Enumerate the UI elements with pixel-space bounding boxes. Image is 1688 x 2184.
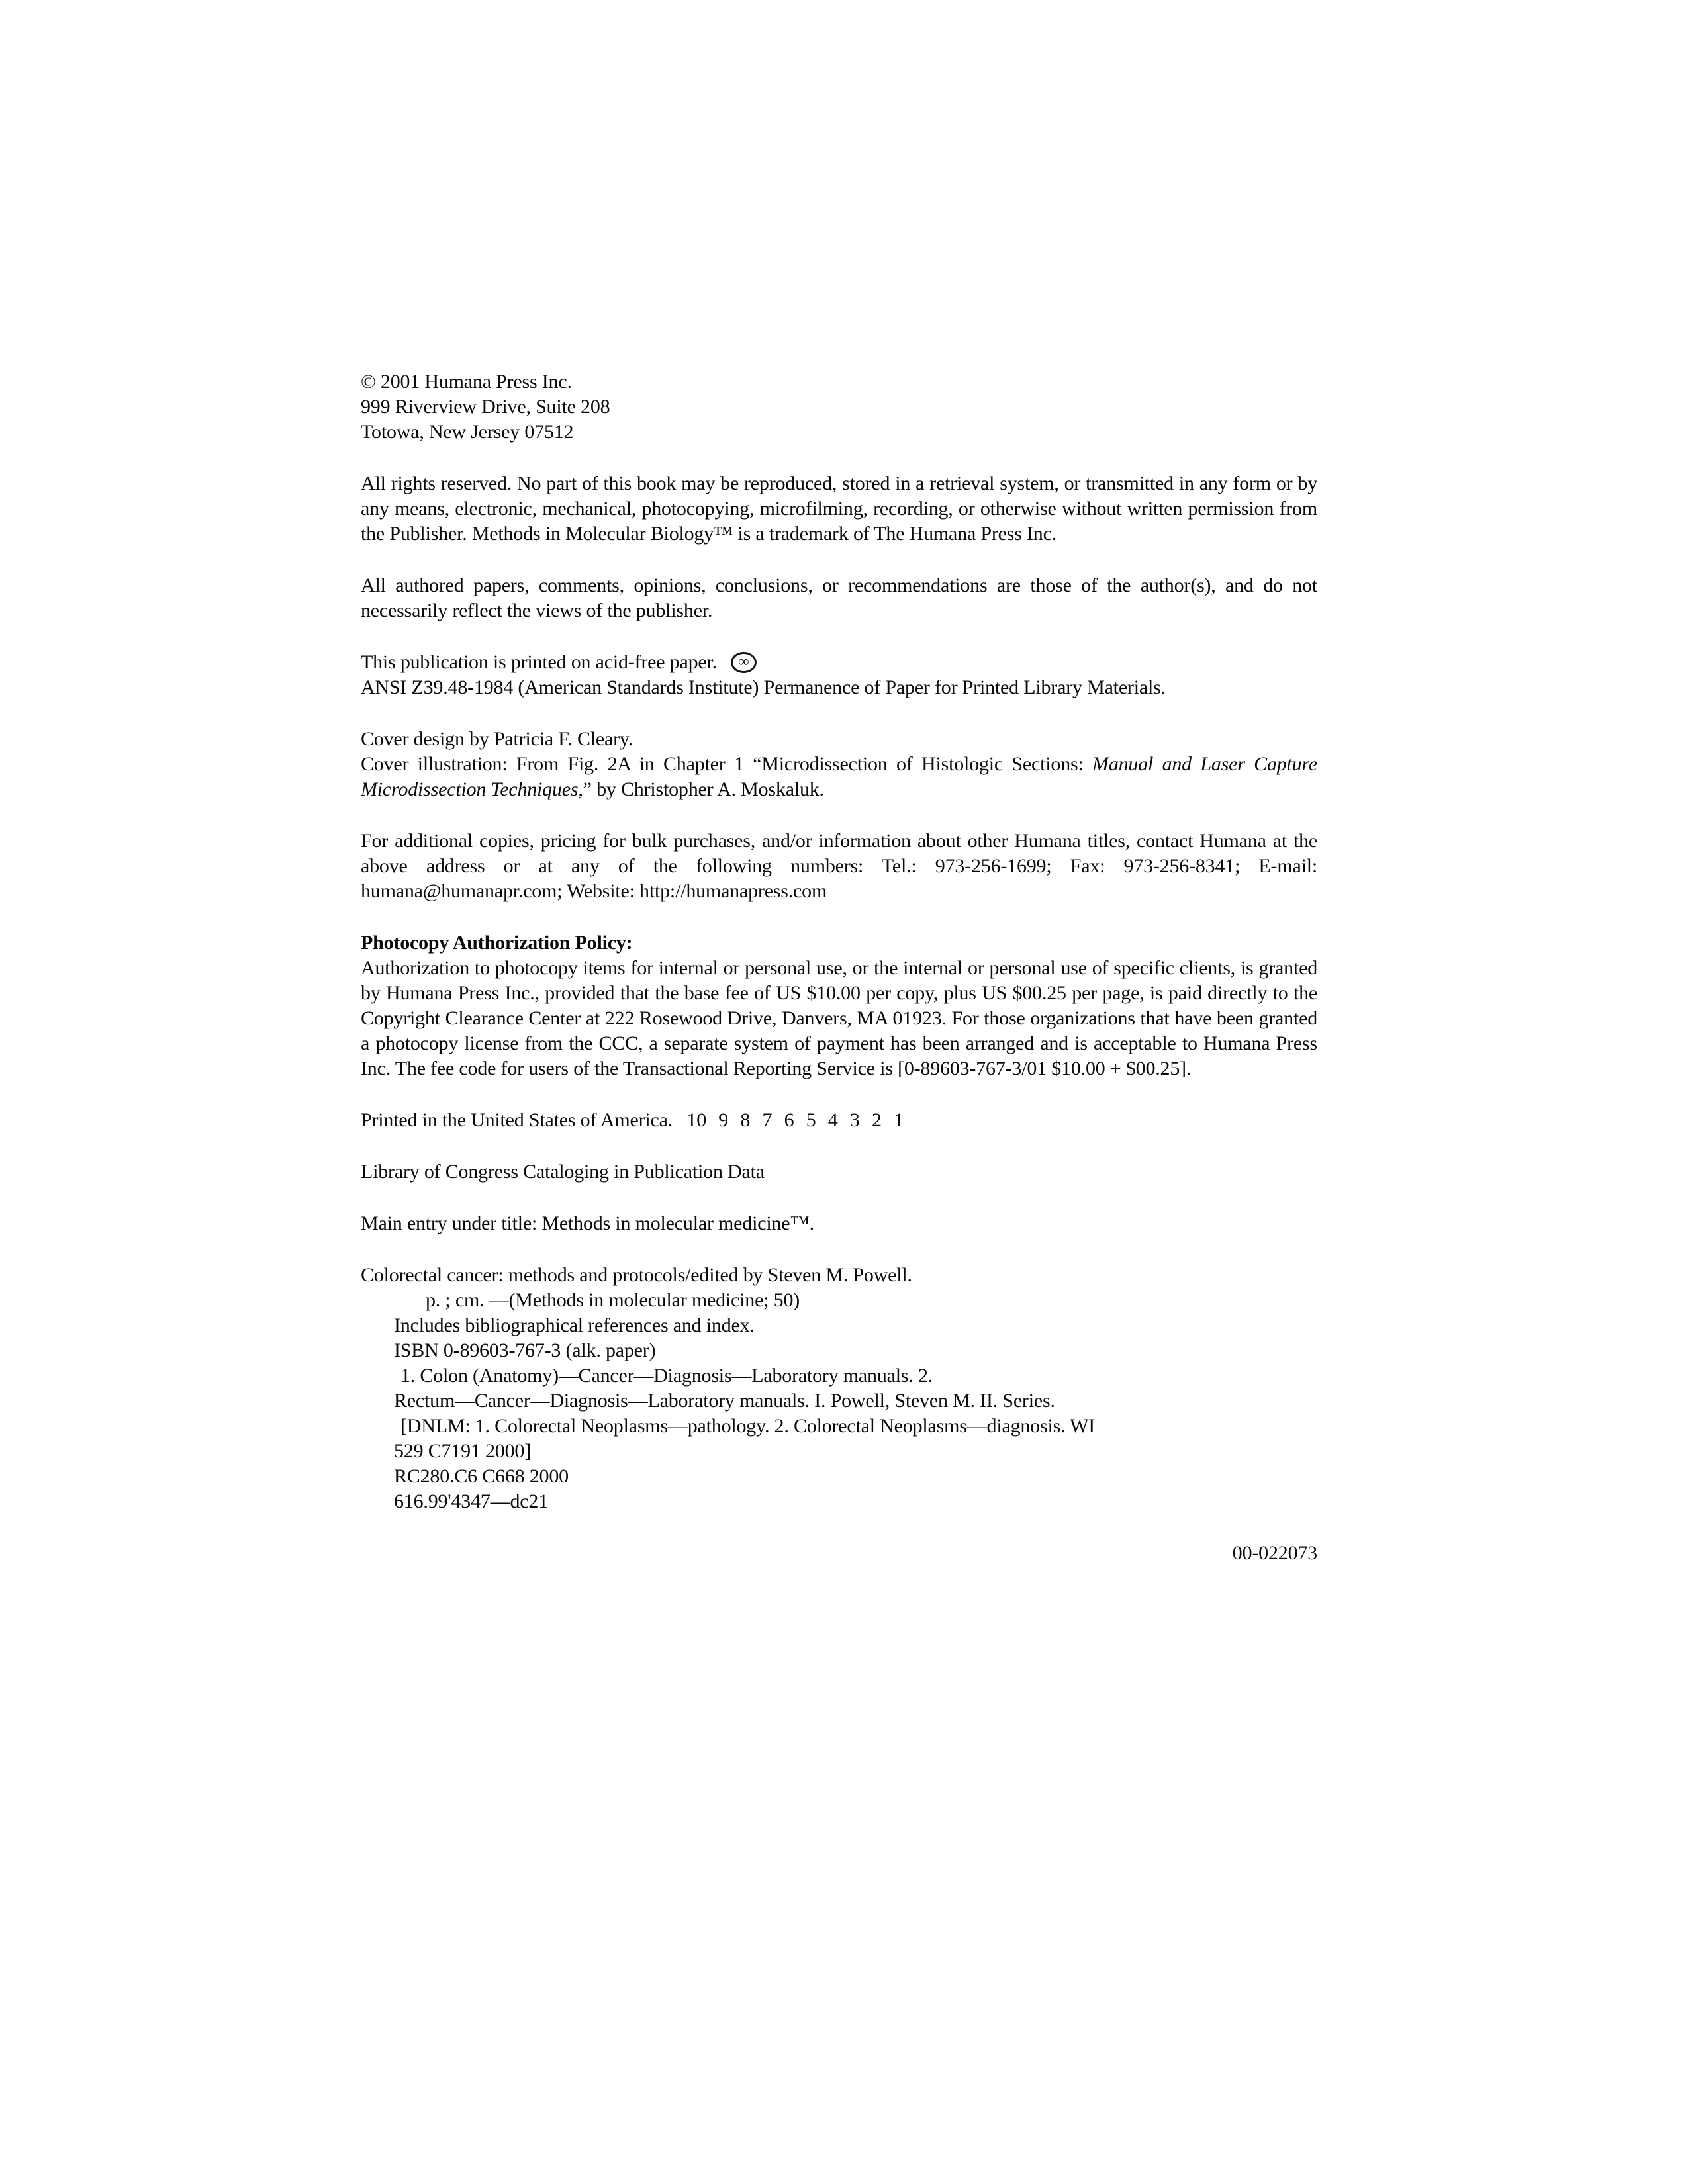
cover-block <box>361 727 1317 802</box>
main-entry-line: Main entry under title: Methods in molecular medicine™. <box>361 1212 814 1234</box>
printed-line <box>361 1108 1317 1133</box>
cover-illustration-prefix: Cover illustration: From Fig. 2A in Chapter 1 “Microdissection of Histologic Sections: <box>361 753 1093 775</box>
catalog-line-dewey: 616.99'4347—dc21 <box>394 1490 549 1512</box>
rights-paragraph: All rights reserved. No part of this book may be reproduced, stored in a retrieval system, or transmitted in any form or by any means, electronic, mechanical, photocopying, microfilming, recording, or otherwise without written permission from the Publisher. Methods in Molecular Biology™ is a trademark of The Humana Press Inc. <box>361 473 1317 545</box>
ansi-line: ANSI Z39.48-1984 (American Standards Institute) Permanence of Paper for Printed Library Materials. <box>361 676 1166 698</box>
photocopy-policy-block <box>361 931 1317 1081</box>
acid-free-statement: This publication is printed on acid-free paper. <box>361 651 717 673</box>
catalog-line-lc-class: RC280.C6 C668 2000 <box>394 1465 569 1487</box>
printed-statement: Printed in the United States of America. <box>361 1109 673 1131</box>
authored-paragraph: All authored papers, comments, opinions, conclusions, or recommendations are those of the author(s), and do not necessarily reflect the views of the publisher. <box>361 574 1317 621</box>
catalog-record-block <box>361 1263 1317 1514</box>
loc-cataloging-heading: Library of Congress Cataloging in Publication Data <box>361 1161 765 1183</box>
lc-control-number: 00-022073 <box>1232 1542 1317 1564</box>
photocopy-policy-heading: Photocopy Authorization Policy: <box>361 932 633 954</box>
acid-free-line <box>361 650 1317 675</box>
catalog-line-subject-1: 1. Colon (Anatomy)—Cancer—Diagnosis—Laboratory manuals. 2. <box>400 1365 933 1387</box>
contact-paragraph: For additional copies, pricing for bulk purchases, and/or information about other Humana titles, contact Humana at the above address or at any of the following numbers: Tel.: 973-256-1699; Fax: 973-256-8341; E-mail: humana@humanapr.com; Website: http://humanapress.com <box>361 830 1317 902</box>
publisher-address-line: 999 Riverview Drive, Suite 208 <box>361 396 610 418</box>
catalog-line-includes: Includes bibliographical references and index. <box>394 1314 755 1336</box>
copyright-text-column <box>361 369 1317 1566</box>
cover-illustration-paragraph <box>361 752 1317 802</box>
catalog-line-dnlm-1: [DNLM: 1. Colorectal Neoplasms—pathology. 2. Colorectal Neoplasms—diagnosis. WI <box>400 1415 1096 1437</box>
acid-free-block <box>361 650 1317 700</box>
cover-design-line: Cover design by Patricia F. Cleary. <box>361 728 633 750</box>
cover-illustration-suffix: ,” by Christopher A. Moskaluk. <box>578 778 824 800</box>
catalog-line-collation: p. ; cm. —(Methods in molecular medicine; 50) <box>426 1289 800 1311</box>
catalog-line-subject-2: Rectum—Cancer—Diagnosis—Laboratory manuals. I. Powell, Steven M. II. Series. <box>394 1390 1055 1412</box>
catalog-line-title: Colorectal cancer: methods and protocols/edited by Steven M. Powell. <box>361 1264 912 1286</box>
publisher-city-line: Totowa, New Jersey 07512 <box>361 421 574 443</box>
photocopy-policy-body: Authorization to photocopy items for internal or personal use, or the internal or personal use of specific clients, is granted by Humana Press Inc., provided that the base fee of US $10.00 per copy, plus US $00.25 per page, is paid directly to the Copyright Clearance Center at 222 Rosewood Drive, Danvers, MA 01923. For those organizations that have been granted a photocopy license from the CCC, a separate system of payment has been arranged and is acceptable to Humana Press Inc. The fee code for users of the Transactional Reporting Service is [0-89603-767-3/01 $10.00 + $00.25]. <box>361 957 1317 1079</box>
publisher-block <box>361 369 1317 445</box>
publisher-copyright-line: © 2001 Humana Press Inc. <box>361 371 572 392</box>
print-run-numbers: 10 9 8 7 6 5 4 3 2 1 <box>686 1109 904 1131</box>
cover-illustration-title: Manual and Laser Capture Microdissection Techniques <box>361 753 1317 800</box>
catalog-line-dnlm-2: 529 C7191 2000] <box>394 1440 532 1462</box>
catalog-line-isbn: ISBN 0-89603-767-3 (alk. paper) <box>394 1340 656 1361</box>
acid-free-paper-icon: ∞ <box>731 652 756 673</box>
